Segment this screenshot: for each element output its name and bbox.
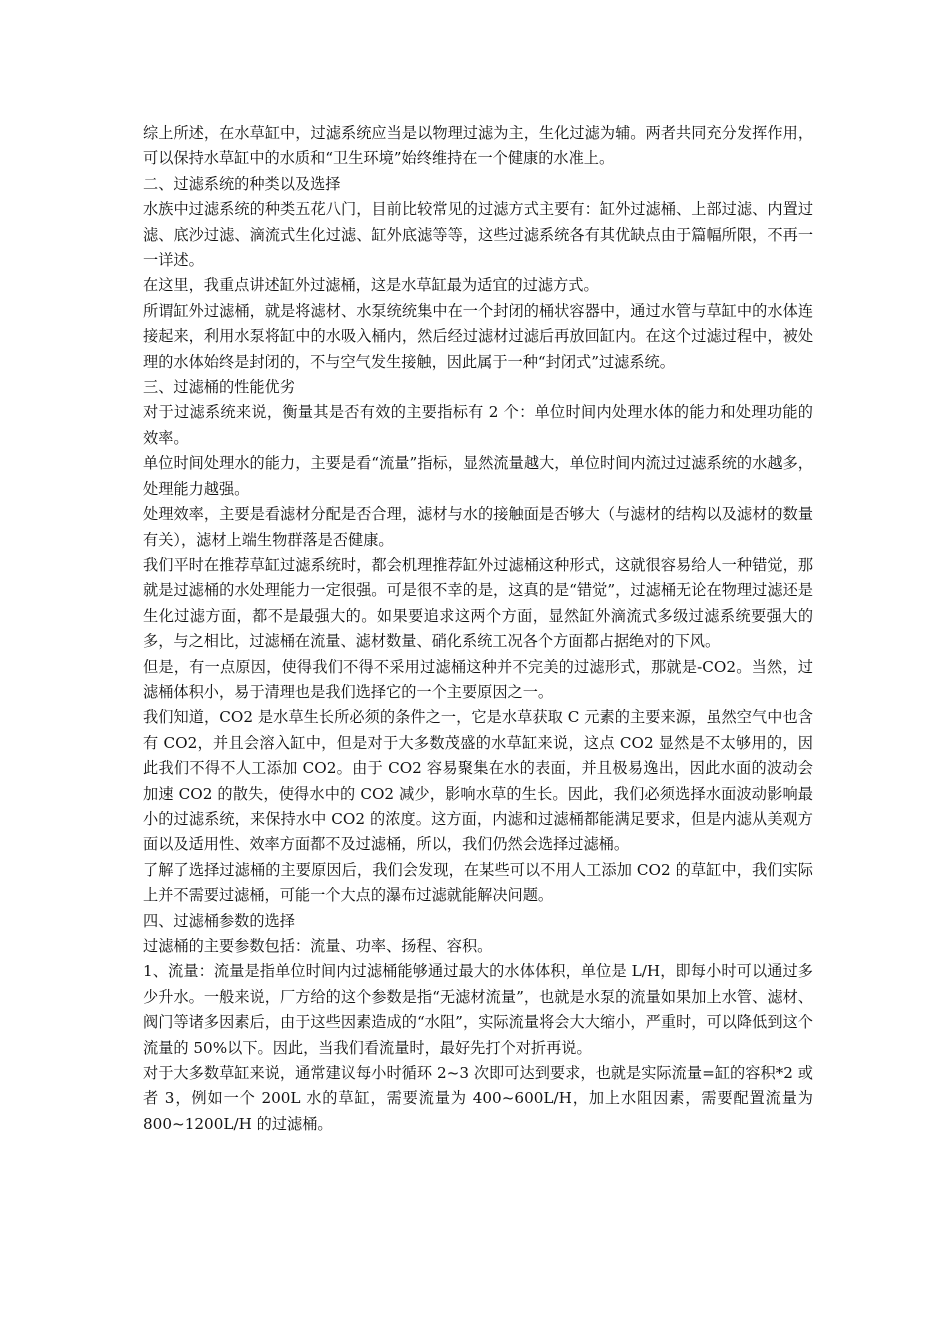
paragraph: 所谓缸外过滤桶，就是将滤材、水泵统统集中在一个封闭的桶状容器中，通过水管与草缸中的水体连接起来，利用水泵将缸中的水吸入桶内，然后经过滤材过滤后再放回缸内。在这个过滤过程中，被处理的水体始终是封闭的，不与空气发生接触，因此属于一种“封闭式”过滤系统。 [143, 301, 813, 371]
paragraph-summary: 综上所述，在水草缸中，过滤系统应当是以物理过滤为主，生化过滤为辅。两者共同充分发挥作用，可以保持水草缸中的水质和“卫生环境”始终维持在一个健康的水准上。 [143, 124, 813, 168]
paragraph: 我们平时在推荐草缸过滤系统时，都会机理推荐缸外过滤桶这种形式，这就很容易给人一种错觉，那就是过滤桶的水处理能力一定很强。可是很不幸的是，这真的是“错觉”，过滤桶无论在物理过滤还是生化过滤方面，都不是最强大的。如果要追求这两个方面，显然缸外滴流式多级过滤系统要强大的多，与之相比，过滤桶在流量、滤材数量、硝化系统工况各个方面都占据绝对的下风。 [143, 555, 813, 651]
paragraph: 我们知道，CO2 是水草生长所必须的条件之一，它是水草获取 C 元素的主要来源，虽然空气中也含有 CO2，并且会溶入缸中，但是对于大多数茂盛的水草缸来说，这点 CO2 显然是不太够用的，因此我们不得不人工添加 CO2。由于 CO2 容易聚集在水的表面，并且极易逸出，因此水面的波动会加速 CO2 的散失，使得水中的 CO2 减少，影响水草的生长。因此，我们必须选择水面波动影响最小的过滤系统，来保持水中 CO2 的浓度。这方面，内滤和过滤桶都能满足要求，但是内滤从美观方面以及适用性、效率方面都不及过滤桶，所以，我们仍然会选择过滤桶。 [143, 708, 813, 854]
paragraph: 对于过滤系统来说，衡量其是否有效的主要指标有 2 个：单位时间内处理水体的能力和处理功能的效率。 [143, 403, 813, 447]
section-heading-2: 二、过滤系统的种类以及选择 [143, 174, 341, 193]
section-heading-3: 三、过滤桶的性能优劣 [143, 378, 295, 397]
paragraph: 处理效率，主要是看滤材分配是否合理，滤材与水的接触面是否够大（与滤材的结构以及滤材的数量有关），滤材上端生物群落是否健康。 [143, 505, 813, 549]
paragraph: 对于大多数草缸来说，通常建议每小时循环 2~3 次即可达到要求，也就是实际流量=缸的容积*2 或者 3，例如一个 200L 水的草缸，需要流量为 400~600L/H，加上水阻因素，需要配置流量为 800~1200L/H 的过滤桶。 [143, 1064, 813, 1133]
paragraph: 但是，有一点原因，使得我们不得不采用过滤桶这种并不完美的过滤形式，那就是-CO2。当然，过滤桶体积小，易于清理也是我们选择它的一个主要原因之一。 [143, 657, 813, 701]
paragraph: 过滤桶的主要参数包括：流量、功率、扬程、容积。 [143, 937, 493, 955]
paragraph: 水族中过滤系统的种类五花八门，目前比较常见的过滤方式主要有：缸外过滤桶、上部过滤、内置过滤、底沙过滤、滴流式生化过滤、缸外底滤等等，这些过滤系统各有其优缺点由于篇幅所限，不再一一详述。 [143, 200, 813, 270]
paragraph: 在这里，我重点讲述缸外过滤桶，这是水草缸最为适宜的过滤方式。 [143, 276, 599, 295]
paragraph: 单位时间处理水的能力，主要是看“流量”指标，显然流量越大，单位时间内流过过滤系统的水越多，处理能力越强。 [143, 454, 813, 498]
document-body [143, 121, 813, 1137]
paragraph: 了解了选择过滤桶的主要原因后，我们会发现，在某些可以不用人工添加 CO2 的草缸中，我们实际上并不需要过滤桶，可能一个大点的瀑布过滤就能解决问题。 [143, 860, 813, 905]
section-heading-4: 四、过滤桶参数的选择 [143, 911, 295, 930]
paragraph: 1、流量：流量是指单位时间内过滤桶能够通过最大的水体体积，单位是 L/H，即每小时可以通过多少升水。一般来说，厂方给的这个参数是指“无滤材流量”，也就是水泵的流量如果加上水管、滤材、阀门等诸多因素后，由于这些因素造成的“水阻”，实际流量将会大大缩小，严重时，可以降低到这个流量的 50%以下。因此，当我们看流量时，最好先打个对折再说。 [143, 962, 813, 1057]
